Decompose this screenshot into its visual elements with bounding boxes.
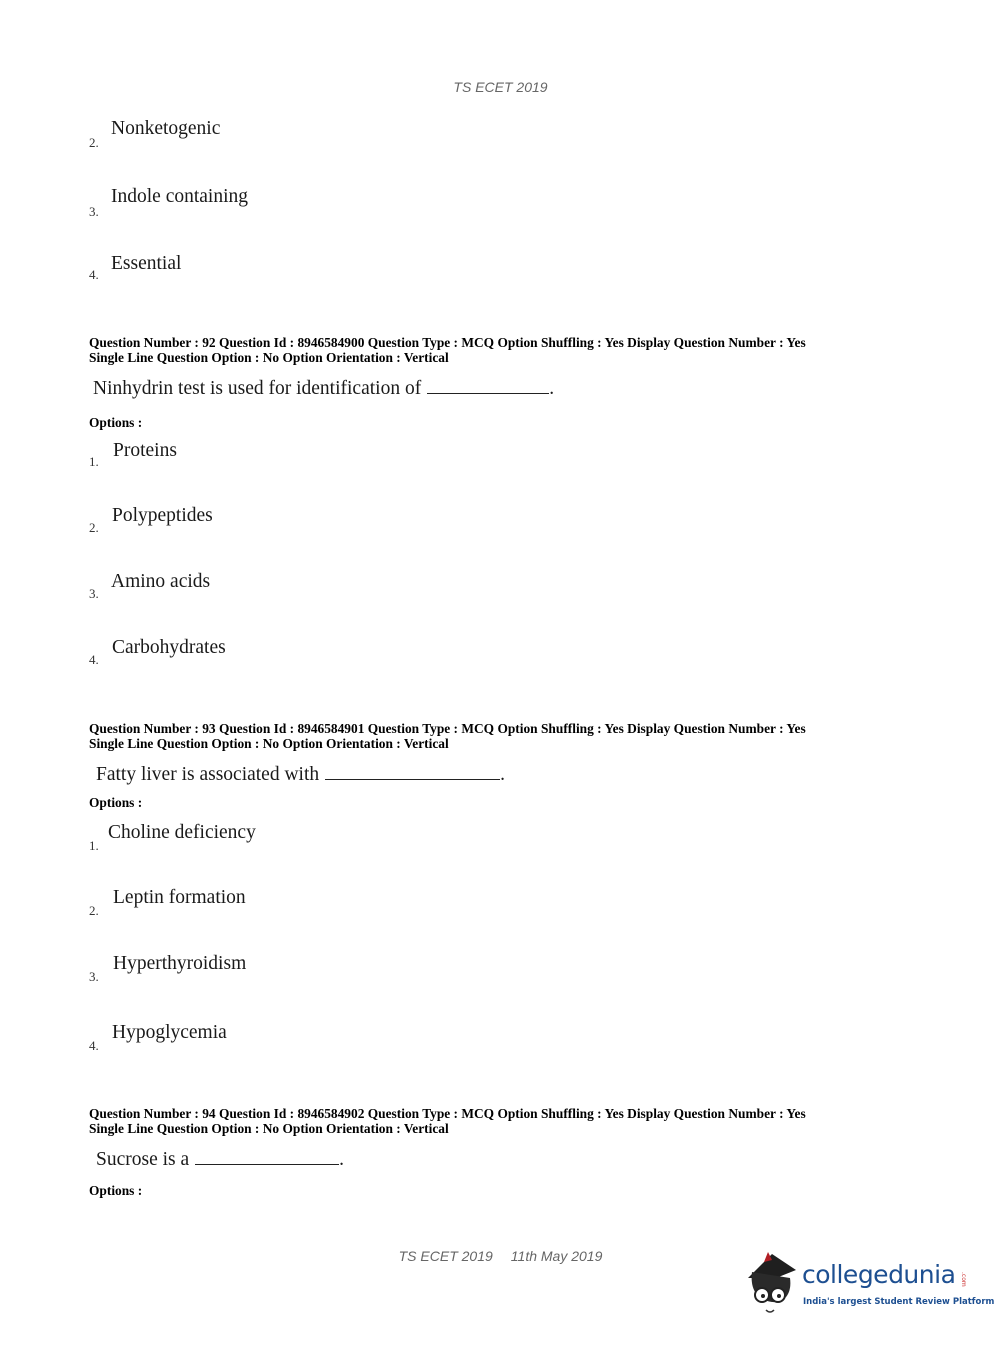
options-label: Options : [89,1183,143,1198]
question-meta [89,336,806,365]
question-stem: Fatty liver is associated with [96,764,320,785]
question-meta-line: Question Number : 94 Question Id : 8946584902 Question Type : MCQ Option Shuffling : Yes Display Question Number : Yes [89,1106,806,1121]
option-number: 4. [89,652,99,667]
footer-date: 11th May 2019 [510,1248,603,1264]
option-number: 4. [89,267,99,282]
question-stem: Sucrose is a [96,1149,190,1170]
page-header: TS ECET 2019 [453,79,548,95]
option-number: 3. [89,969,99,984]
option-number: 2. [89,135,99,150]
answer-blank [325,761,500,780]
footer-exam: TS ECET 2019 [398,1248,493,1264]
option-number: 3. [89,586,99,601]
question-meta [89,1107,806,1136]
question-text [96,1146,344,1171]
brand-name: collegedunia [802,1260,956,1289]
question-end: . [549,378,555,399]
question-end: . [339,1149,345,1170]
collegedunia-logo [742,1248,995,1320]
option-text: Amino acids [111,571,211,592]
option-text: Hyperthyroidism [113,953,247,974]
question-stem: Ninhydrin test is used for identification of [93,378,422,399]
options-label: Options : [89,795,143,810]
option-number: 3. [89,204,99,219]
mascot-icon [742,1248,802,1318]
option-text: Hypoglycemia [112,1022,227,1043]
option-text: Leptin formation [113,887,246,908]
answer-blank [195,1146,339,1165]
option-text: Proteins [113,440,177,461]
question-meta-line: Single Line Question Option : No Option Orientation : Vertical [89,735,449,751]
option-number: 1. [89,454,99,469]
question-meta-line: Single Line Question Option : No Option Orientation : Vertical [89,349,449,365]
option-text: Polypeptides [112,505,213,526]
question-meta-line: Single Line Question Option : No Option Orientation : Vertical [89,1120,449,1136]
question-text [93,375,554,400]
brand-suffix: .com [960,1272,967,1287]
question-meta-line: Question Number : 92 Question Id : 8946584900 Question Type : MCQ Option Shuffling : Yes Display Question Number : Yes [89,335,806,350]
option-text: Nonketogenic [111,118,221,139]
option-text: Choline deficiency [108,822,256,843]
question-meta [89,722,806,751]
option-text: Essential [111,253,182,274]
brand-tagline: India's largest Student Review Platform [803,1297,995,1307]
question-end: . [500,764,506,785]
option-number: 2. [89,903,99,918]
question-text [96,761,505,786]
options-label: Options : [89,415,143,430]
option-number: 2. [89,520,99,535]
option-number: 4. [89,1038,99,1053]
question-meta-line: Question Number : 93 Question Id : 8946584901 Question Type : MCQ Option Shuffling : Yes Display Question Number : Yes [89,721,806,736]
option-text: Indole containing [111,186,249,207]
option-number: 1. [89,838,99,853]
option-text: Carbohydrates [112,637,226,658]
answer-blank [427,375,549,394]
